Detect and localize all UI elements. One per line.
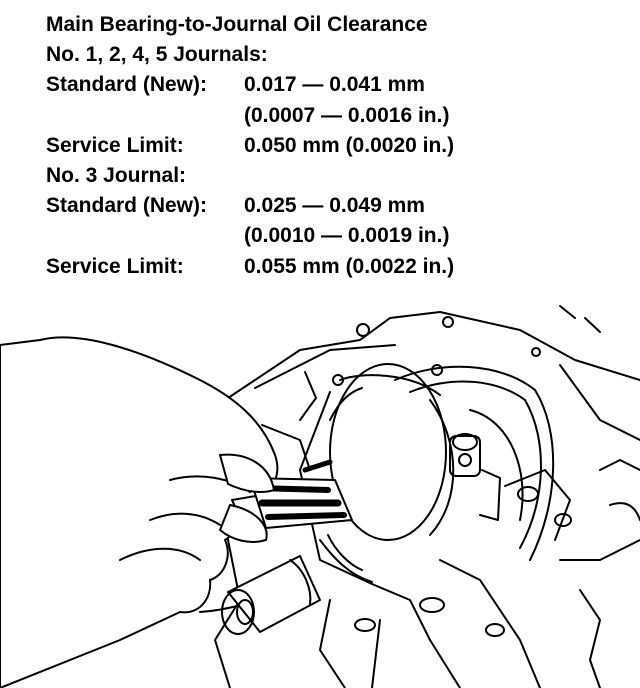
journals-1-2-4-5-heading: No. 1, 2, 4, 5 Journals: [46,43,268,67]
crankshaft-illustration [0,298,640,688]
journals-1-2-4-5-limit [46,131,626,161]
service-limit-value: 0.050 mm (0.0020 in.) [244,133,455,157]
service-limit-label: Service Limit: [46,133,184,157]
standard-mm-value: 0.017 — 0.041 mm [244,73,425,97]
journal-3-standard-inch [46,221,626,251]
journals-1-2-4-5-standard-inch [46,101,626,131]
journal-3-heading: No. 3 Journal: [46,163,187,187]
bearing-cap-bolt [450,434,500,520]
service-limit-label: Service Limit: [46,254,184,278]
standard-inch-value: (0.0010 — 0.0019 in.) [244,224,450,248]
standard-label: Standard (New): [46,73,208,97]
lower-block-details [320,460,640,688]
standard-label: Standard (New): [46,194,208,218]
standard-inch-value: (0.0007 — 0.0016 in.) [244,103,450,127]
standard-mm-value: 0.025 — 0.049 mm [244,194,425,218]
journal-3-limit [46,252,626,282]
journals-1-2-4-5-standard [46,70,626,100]
crankshaft-nose [222,556,320,634]
service-limit-value: 0.055 mm (0.0022 in.) [244,254,455,278]
spec-title: Main Bearing-to-Journal Oil Clearance [46,13,428,36]
engine-block-drawing [0,298,640,688]
journal-3-standard [46,191,626,221]
journal-ring [395,367,553,560]
specification-block [46,10,626,282]
crankshaft-journal [300,364,453,584]
